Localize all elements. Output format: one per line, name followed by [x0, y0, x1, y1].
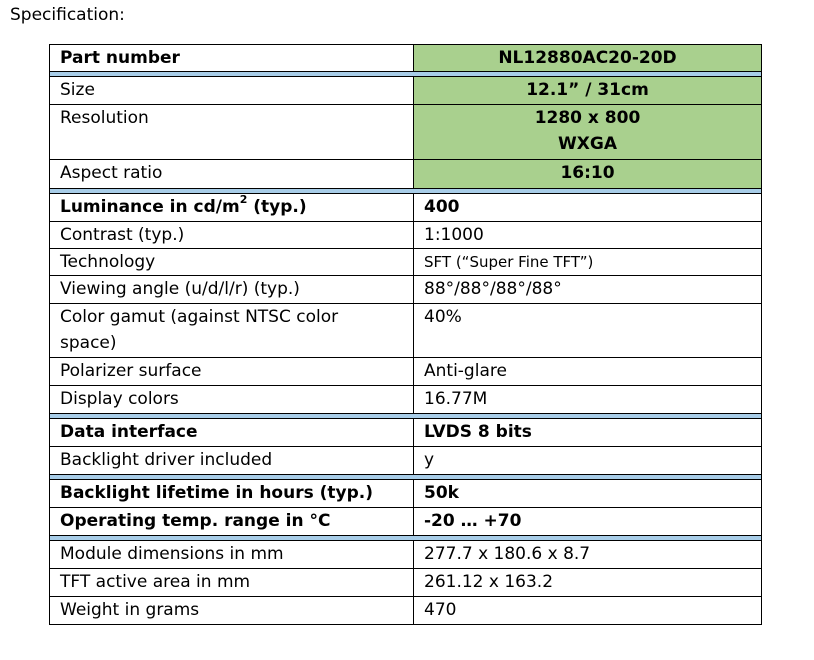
- weight-label: Weight in grams: [50, 597, 414, 624]
- operating-temp-label: Operating temp. range in °C: [50, 508, 414, 535]
- size-value: 12.1” / 31cm: [414, 77, 761, 104]
- backlight-driver-value: y: [424, 450, 435, 470]
- module-dimensions-value: 277.7 x 180.6 x 8.7: [424, 544, 591, 564]
- polarizer-value: Anti-glare: [424, 361, 507, 381]
- table-row-part-number: [49, 44, 762, 72]
- luminance-value: 400: [424, 197, 460, 217]
- active-area-value: 261.12 x 163.2: [424, 572, 554, 592]
- polarizer-label: Polarizer surface: [50, 358, 414, 385]
- table-row-operating-temp: [49, 508, 762, 536]
- table-row-backlight-lifetime: [49, 480, 762, 508]
- specification-table: [49, 44, 762, 625]
- table-row-display-colors: [49, 386, 762, 414]
- technology-label: Technology: [50, 249, 414, 275]
- table-row-module-dimensions: [49, 541, 762, 569]
- resolution-label: Resolution: [50, 105, 414, 159]
- backlight-lifetime-value: 50k: [424, 483, 459, 503]
- color-gamut-label-line1: Color gamut (against NTSC color: [60, 307, 339, 327]
- table-row-contrast: [49, 222, 762, 249]
- part-number-label: Part number: [50, 45, 414, 71]
- contrast-value: 1:1000: [424, 225, 484, 245]
- table-row-backlight-driver: [49, 447, 762, 475]
- table-row-resolution: [49, 105, 762, 160]
- display-colors-label: Display colors: [50, 386, 414, 413]
- resolution-value-standard: WXGA: [558, 134, 617, 154]
- data-interface-label: Data interface: [50, 419, 414, 446]
- table-row-technology: [49, 249, 762, 276]
- aspect-ratio-value: 16:10: [414, 160, 761, 188]
- backlight-driver-label: Backlight driver included: [50, 447, 414, 474]
- resolution-value: [414, 105, 761, 159]
- table-row-data-interface: [49, 419, 762, 447]
- table-row-polarizer: [49, 358, 762, 386]
- viewing-angle-label: Viewing angle (u/d/l/r) (typ.): [50, 276, 414, 303]
- operating-temp-value: -20 … +70: [424, 511, 522, 531]
- luminance-label-suffix: (typ.): [247, 197, 307, 217]
- table-row-luminance: [49, 194, 762, 222]
- color-gamut-value: 40%: [424, 307, 462, 327]
- size-label: Size: [50, 77, 414, 104]
- table-row-color-gamut: [49, 304, 762, 358]
- table-row-size: [49, 77, 762, 105]
- module-dimensions-label: Module dimensions in mm: [50, 541, 414, 568]
- technology-value: SFT (“Super Fine TFT”): [424, 253, 594, 271]
- luminance-label: [50, 194, 414, 221]
- table-row-weight: [49, 597, 762, 625]
- display-colors-value: 16.77M: [424, 389, 488, 409]
- resolution-value-pixels: 1280 x 800: [534, 108, 641, 128]
- luminance-label-exponent: 2: [239, 193, 248, 207]
- luminance-label-text: Luminance in cd/m: [60, 197, 240, 217]
- aspect-ratio-label: Aspect ratio: [50, 160, 414, 188]
- page-heading: Specification:: [10, 5, 125, 25]
- viewing-angle-value: 88°/88°/88°/88°: [424, 279, 562, 299]
- active-area-label: TFT active area in mm: [50, 569, 414, 596]
- table-row-aspect-ratio: [49, 160, 762, 189]
- table-row-viewing-angle: [49, 276, 762, 304]
- color-gamut-label: [50, 304, 414, 357]
- backlight-lifetime-label: Backlight lifetime in hours (typ.): [50, 480, 414, 507]
- part-number-value: NL12880AC20-20D: [414, 45, 761, 71]
- data-interface-value: LVDS 8 bits: [424, 422, 532, 442]
- contrast-label: Contrast (typ.): [50, 222, 414, 248]
- table-row-active-area: [49, 569, 762, 597]
- weight-value: 470: [424, 600, 457, 620]
- color-gamut-label-line2: space): [60, 333, 117, 353]
